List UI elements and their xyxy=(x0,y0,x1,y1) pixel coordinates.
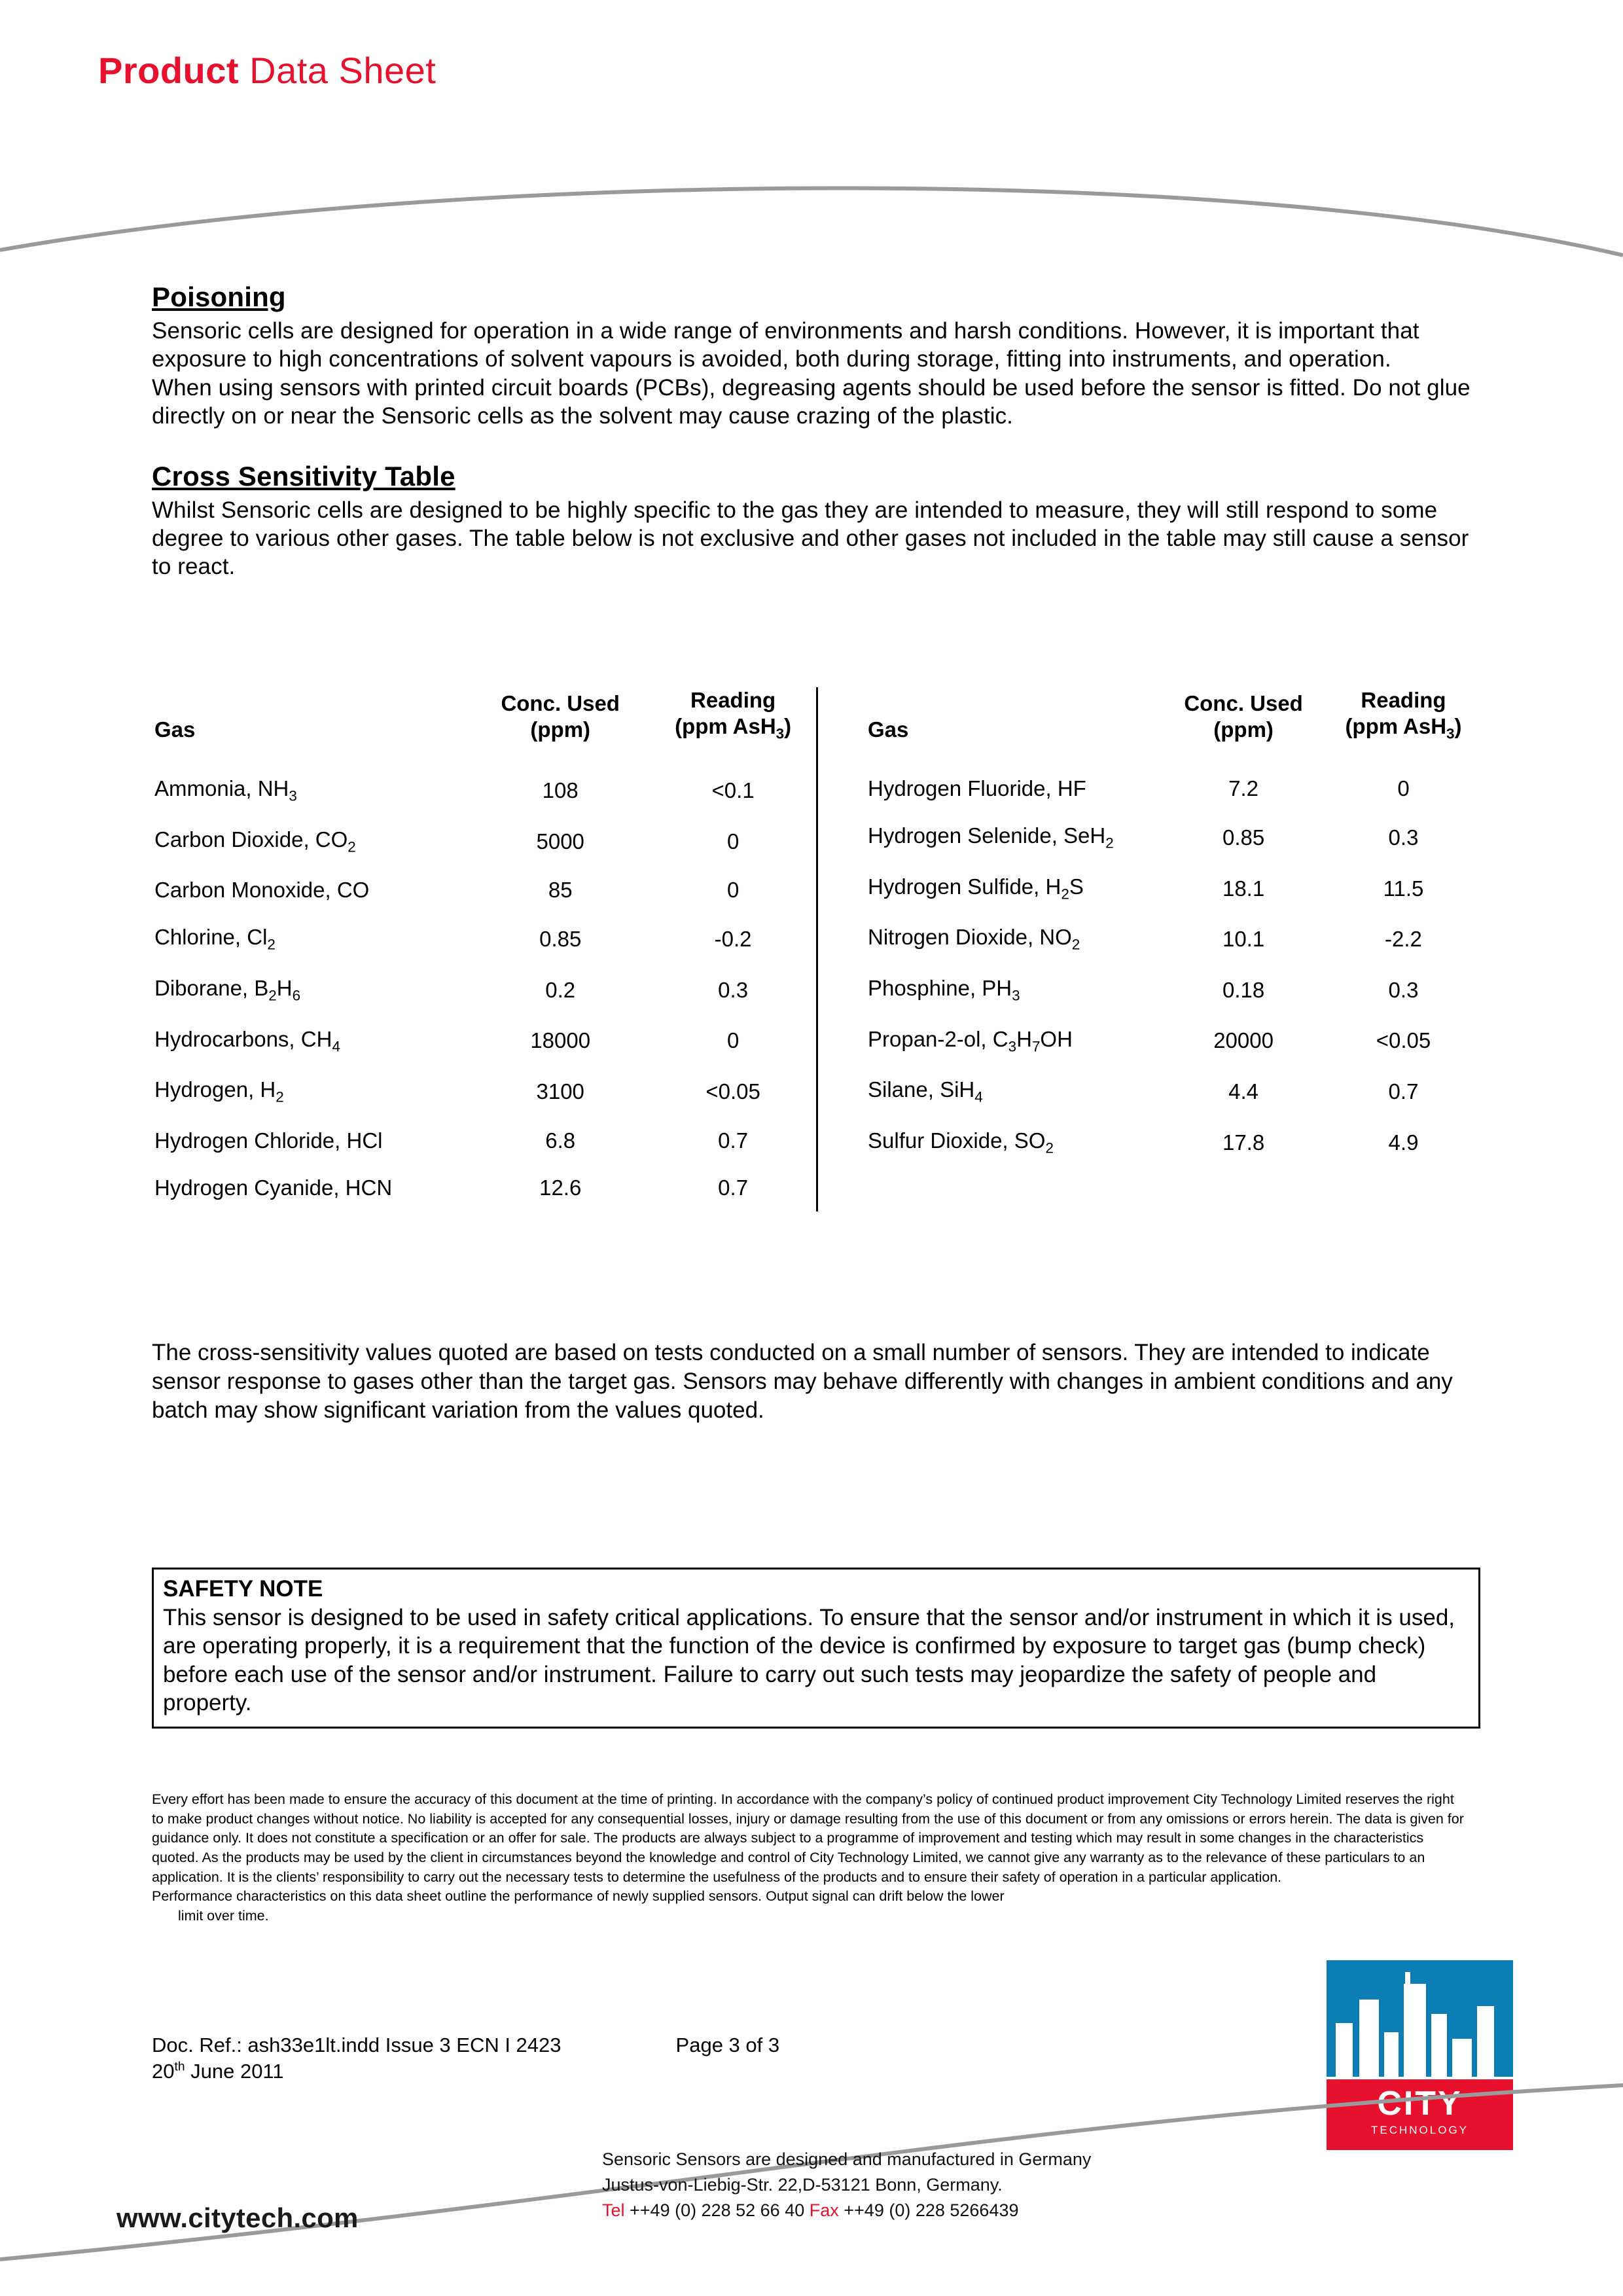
footer-address-line1: Sensoric Sensors are designed and manufactured in Germany xyxy=(602,2149,1092,2169)
cell-gas: Phosphine, $PH_3$ xyxy=(868,975,1020,1004)
footer-website[interactable]: www.citytech.com xyxy=(116,2202,359,2233)
footer-contact xyxy=(602,2198,1091,2223)
cell-reading: 11.5 xyxy=(1383,876,1424,901)
cell-concentration: 3100 xyxy=(536,1079,584,1103)
footer-fax-label: Fax xyxy=(809,2200,839,2221)
col-header-gas: Gas xyxy=(868,717,909,742)
cell-reading: 0 xyxy=(726,1028,740,1053)
cross-sensitivity-table-right xyxy=(816,687,1480,1211)
header-swoosh-decoration xyxy=(0,157,1623,262)
cell-reading: 0 xyxy=(1397,776,1410,801)
cell-reading: -2.2 xyxy=(1385,927,1422,952)
spacer xyxy=(152,431,1480,461)
cell-concentration: 0.2 xyxy=(545,977,576,1002)
cell-concentration: 0.18 xyxy=(1222,977,1265,1002)
cell-reading: -0.2 xyxy=(714,927,752,952)
cell-concentration: 18.1 xyxy=(1222,876,1265,901)
cell-gas: Hydrogen Sulfide, $H_2S$ xyxy=(868,874,1084,903)
cell-reading: 0.3 xyxy=(718,977,749,1002)
page-title-light: Data Sheet xyxy=(239,50,437,91)
cell-concentration: 0.85 xyxy=(1222,825,1265,850)
page-title-bold: Product xyxy=(98,50,240,91)
poisoning-paragraph-1: Sensoric cells are designed for operation in a wide range of environments and harsh conditions. However, it is important that exposure to high concentrations of solvent vapours is avoided, both during storage, fitting into instruments, and operation. xyxy=(152,318,1419,372)
cell-reading: <0.05 xyxy=(705,1079,760,1103)
heading-cross-sensitivity: Cross Sensitivity Table xyxy=(152,460,455,492)
cell-gas: Hydrocarbons, $CH_4$ xyxy=(154,1026,340,1055)
cell-reading: 4.9 xyxy=(1388,1130,1419,1155)
cell-reading: <0.1 xyxy=(711,778,755,802)
col-header-conc: Conc. Used (ppm) xyxy=(501,691,620,742)
col-header-reading: Reading (ppm AsH$_3$) xyxy=(675,688,792,742)
cell-gas: Hydrogen, $H_2$ xyxy=(154,1077,284,1105)
table-row xyxy=(865,863,1480,914)
cell-concentration: 20000 xyxy=(1213,1028,1274,1053)
table-row xyxy=(152,765,816,816)
cell-concentration: 18000 xyxy=(530,1028,591,1053)
logo-city-text: CITY xyxy=(1377,2085,1463,2123)
cell-concentration: 0.85 xyxy=(539,927,582,952)
table-row xyxy=(152,1066,816,1117)
logo-technology-text: TECHNOLOGY xyxy=(1370,2123,1469,2136)
cell-concentration: 5000 xyxy=(536,829,584,853)
cell-concentration: 4.4 xyxy=(1228,1079,1259,1103)
doc-date-sup: th xyxy=(174,2060,185,2074)
doc-date-pre: 20 xyxy=(152,2060,175,2083)
table-row xyxy=(152,816,816,867)
cell-gas: Ammonia, $NH_3$ xyxy=(154,776,297,804)
cell-reading: <0.05 xyxy=(1376,1028,1431,1053)
cell-gas: Carbon Dioxide, $CO_2$ xyxy=(154,827,356,855)
doc-ref-line: Doc. Ref.: ash33e1lt.indd Issue 3 ECN I 2423 xyxy=(152,2034,562,2056)
table-row xyxy=(865,1066,1480,1117)
table-row xyxy=(865,812,1480,863)
cell-concentration: 6.8 xyxy=(545,1128,576,1153)
page-number: Page 3 of 3 xyxy=(675,2034,780,2056)
cell-gas: Chlorine, $Cl_2$ xyxy=(154,925,276,953)
footer-tel: ++49 (0) 228 52 66 40 xyxy=(624,2200,810,2221)
cell-gas: Hydrogen Cyanide, HCN xyxy=(154,1175,393,1200)
table-row xyxy=(865,914,1480,965)
disclaimer xyxy=(152,1790,1467,1926)
cell-gas: Propan-2-ol, $C_3H_7OH$ xyxy=(868,1026,1073,1055)
cell-gas: Sulfur Dioxide, $SO_2$ xyxy=(868,1128,1054,1157)
cross-sensitivity-note: The cross-sensitivity values quoted are based on tests conducted on a small number of sensors. They are intended to indicate sensor response to gases other than the target gas. Sensors may behave differently with changes in ambient conditions and any batch may show significant variation from the values quoted. xyxy=(152,1340,1453,1424)
cell-reading: 0.7 xyxy=(718,1175,749,1200)
logo-skyline-graphic xyxy=(1327,1960,1513,2077)
safety-note-box xyxy=(152,1568,1480,1729)
cell-gas: Diborane, $B_2H_6$ xyxy=(154,975,301,1004)
col-header-conc: Conc. Used (ppm) xyxy=(1184,691,1303,742)
cross-sensitivity-tables xyxy=(152,687,1480,1211)
table-body-right xyxy=(865,765,1480,1168)
table-row xyxy=(152,965,816,1016)
table-row xyxy=(152,1164,816,1211)
document-reference xyxy=(152,2032,779,2085)
table-row xyxy=(152,1117,816,1164)
table-row xyxy=(152,1016,816,1067)
table-header-row xyxy=(152,687,816,765)
table-row xyxy=(865,1016,1480,1067)
cell-reading: 0.7 xyxy=(718,1128,749,1153)
cell-gas: Carbon Monoxide, CO xyxy=(154,878,370,903)
table-row xyxy=(865,965,1480,1016)
doc-date-post: June 2011 xyxy=(185,2060,284,2083)
cell-reading: 0.3 xyxy=(1388,977,1419,1002)
table-row xyxy=(152,914,816,965)
main-content xyxy=(152,281,1480,581)
cell-gas: Silane, SiH$_4$ xyxy=(868,1077,983,1105)
cell-concentration: 12.6 xyxy=(539,1175,582,1200)
cell-concentration: 17.8 xyxy=(1222,1130,1265,1155)
cross-sensitivity-table-left xyxy=(152,687,816,1211)
table-row xyxy=(865,765,1480,812)
disclaimer-main: Every effort has been made to ensure the accuracy of this document at the time of printing. In accordance with the company’s policy of continued product improvement City Technology Limited reserves the right to make product changes without notice. No liability is accepted for any consequential losses, injury or damage resulting from the use of this document or from any omissions or errors herein. The data is given for guidance only. It does not constitute a specification or an offer for sale. The products are always subject to a programme of improvement and testing which may result in some changes in the characteristics quoted. As the products may be used by the client in circumstances beyond the knowledge and control of City Technology Limited, we cannot give any warranty as to the relevance of these particulars to an application. It is the clients’ responsibility to carry out the necessary tests to determine the usefulness of the products and to ensure their safety of operation in a particular application. xyxy=(152,1791,1464,1885)
footer-tel-label: Tel xyxy=(602,2200,625,2221)
table-row xyxy=(865,1117,1480,1168)
cell-reading: 0 xyxy=(726,829,740,853)
table-row xyxy=(152,867,816,914)
cell-gas: Hydrogen Selenide, SeH$_2$ xyxy=(868,823,1114,852)
footer-address xyxy=(602,2147,1091,2223)
safety-note-heading: SAFETY NOTE xyxy=(163,1576,323,1602)
disclaimer-performance-cont: limit over time. xyxy=(178,1907,269,1924)
heading-poisoning: Poisoning xyxy=(152,281,286,312)
cell-concentration: 7.2 xyxy=(1228,776,1259,801)
cell-reading: 0.7 xyxy=(1388,1079,1419,1103)
cell-reading: 0.3 xyxy=(1388,825,1419,850)
cell-concentration: 85 xyxy=(548,878,573,903)
table-header-row xyxy=(865,687,1480,765)
page-title xyxy=(98,49,436,92)
cell-gas: Hydrogen Chloride, HCl xyxy=(154,1128,383,1153)
safety-note-text: This sensor is designed to be used in safety critical applications. To ensure that the sensor and/or instrument in which it is used, are operating properly, it is a requirement that the function of the device is confirmed by exposure to target gas (bump check) before each use of the sensor and/or instrument. Failure to carry out such tests may jeopardize the safety of people and property. xyxy=(163,1605,1455,1716)
cell-gas: Hydrogen Fluoride, HF xyxy=(868,776,1086,801)
table-body-left xyxy=(152,765,816,1211)
cell-gas: Nitrogen Dioxide, $NO_2$ xyxy=(868,925,1080,953)
footer-address-line2: Justus-von-Liebig-Str. 22,D-53121 Bonn, Germany. xyxy=(602,2175,1003,2195)
col-header-gas: Gas xyxy=(154,717,196,742)
cell-concentration: 10.1 xyxy=(1222,927,1265,952)
footer-fax: ++49 (0) 228 5266439 xyxy=(838,2200,1019,2221)
poisoning-paragraph-2: When using sensors with printed circuit boards (PCBs), degreasing agents should be used before the sensor is fitted. Do not glue directly on or near the Sensoric cells as the solvent may cause crazing of the plastic. xyxy=(152,374,1471,429)
disclaimer-performance: Performance characteristics on this data sheet outline the performance of newly supplied sensors. Output signal can drift below the lower xyxy=(152,1888,1005,1905)
cell-concentration: 108 xyxy=(542,778,579,802)
cross-sensitivity-intro: Whilst Sensoric cells are designed to be highly specific to the gas they are intended to measure, they will still respond to some degree to various other gases. The table below is not exclusive and other gases not included in the table may still cause a sensor to react. xyxy=(152,497,1469,580)
col-header-reading: Reading (ppm AsH$_3$) xyxy=(1345,688,1462,742)
cell-reading: 0 xyxy=(726,878,740,903)
